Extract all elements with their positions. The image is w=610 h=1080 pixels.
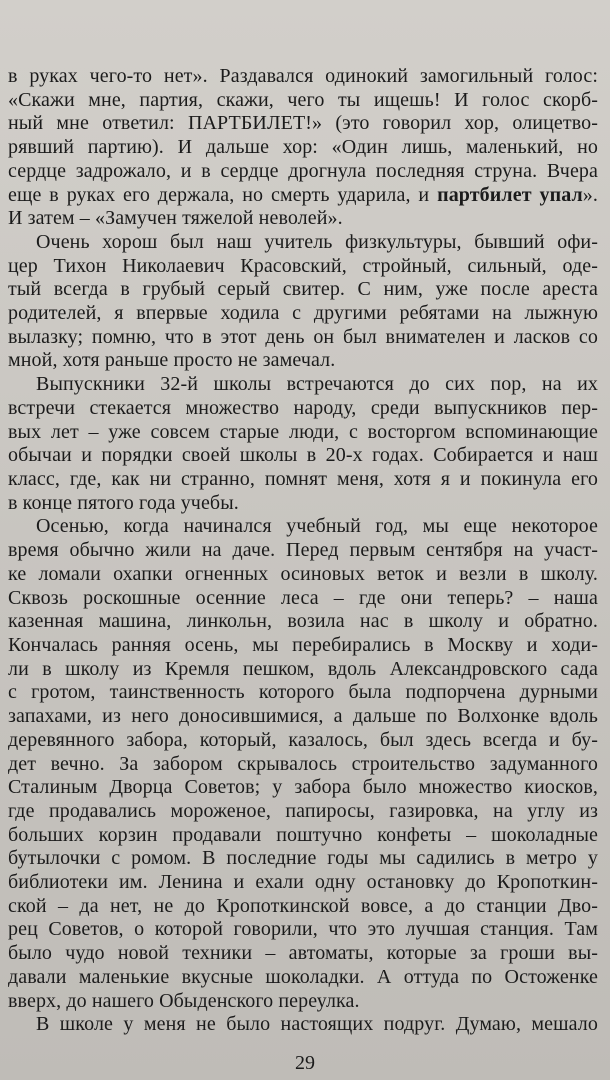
text-line-27: с гротом, таинственность которого была подпорчена дурными (8, 681, 598, 703)
bold-phrase: партбилет упал (437, 184, 583, 206)
text-line-24: казенная машина, линкольн, возила нас в школу и обратно. (8, 610, 598, 632)
text-line-2: «Скажи мне, партия, скажи, чего ты ищешь! И голос скорб- (8, 89, 598, 111)
text-line-37: рец Советов, о которой говорили, что это лучшая станция. Там (8, 918, 598, 940)
text-line-35: библиотеки им. Ленина и ехали одну остановку до Кропоткин- (8, 871, 598, 893)
text-line-29: деревянного забора, который, казалось, был здесь всегда и бу- (8, 729, 598, 751)
text-line-20: Осенью, когда начинался учебный год, мы еще некоторое (36, 515, 598, 537)
text-line-16: вых лет – уже совсем старые люди, с восторгом вспоминающие (8, 421, 598, 443)
text-line-32: где продавались мороженое, папиросы, газировка, на углу из (8, 800, 598, 822)
text-line-26: ли в школу из Кремля пешком, вдоль Александровского сада (8, 658, 598, 680)
text-line-38: было чудо новой техники – автоматы, которые за гроши вы- (8, 942, 598, 964)
text-line-8: Очень хорош был наш учитель физкультуры, бывший офи- (36, 231, 598, 253)
text-line-23: Сквозь роскошные осенние леса – где они теперь? – наша (8, 587, 598, 609)
text-line-13: мной, хотя раньше просто не замечал. (8, 349, 336, 371)
text-line-12: вылазку; помню, что в этот день он был внимателен и ласков со (8, 326, 598, 348)
text-line-31: Сталиным Дворца Советов; у забора было множество киосков, (8, 776, 598, 798)
text-line-34: бутылочки с ромом. В последние годы мы садились в метро у (8, 847, 598, 869)
text-line-9: цер Тихон Николаевич Красовский, стройный, сильный, оде- (8, 255, 598, 277)
text-line-10: тый всегда в грубый серый свитер. С ним, уже после ареста (8, 278, 598, 300)
page-number: 29 (295, 1052, 315, 1074)
text-line-40: вверх, до нашего Обыденского переулка. (8, 990, 360, 1012)
text-line-22: ке ломали охапки огненных осиновых веток и везли в школу. (8, 563, 598, 585)
text-line-1: в руках чего-то нет». Раздавался одинокий замогильный голос: (8, 65, 598, 87)
text-line-4: рявший партию). И дальше хор: «Один лишь, маленький, но (8, 136, 598, 158)
text-line-18: класс, где, как ни странно, помнят меня, хотя я и покинула его (8, 468, 598, 490)
text-line-6-start: еще в руках его держала, но смерть ударила, и (8, 184, 438, 206)
text-line-11: родителей, я впервые ходила с другими ребятами на лыжную (8, 302, 598, 324)
text-line-6 (8, 183, 598, 207)
text-line-25: Кончалась ранняя осень, мы перебирались в Москву и ходи- (8, 634, 598, 656)
text-line-19: в конце пятого года учебы. (8, 492, 239, 514)
text-line-39: давали маленькие вкусные шоколадки. А оттуда по Остоженке (8, 966, 598, 988)
text-line-14: Выпускники 32-й школы встречаются до сих пор, на их (36, 373, 598, 395)
text-line-15: встречи стекается множество народу, среди выпускников пер- (8, 397, 598, 419)
text-line-28: запахами, из него доносившимися, а дальше по Волхонке вдоль (8, 705, 598, 727)
bold-phrase-suffix: ». (582, 184, 598, 206)
text-line-3: ный мне ответил: ПАРТБИЛЕТ!» (это говорил хор, олицетво- (8, 112, 598, 134)
text-line-21: время обычно жили на даче. Перед первым сентября на участ- (8, 539, 598, 561)
text-line-33: больших корзин продавали поштучно конфеты – шоколадные (8, 824, 598, 846)
text-line-41: В школе у меня не было настоящих подруг. Думаю, мешало (36, 1013, 598, 1035)
text-line-30: дет вечно. За забором скрывалось строительство задуманного (8, 753, 598, 775)
text-line-36: ской – да нет, не до Кропоткинской вовсе, а до станции Дво- (8, 895, 598, 917)
text-line-7: И затем – «Замучен тяжелой неволей». (8, 207, 343, 229)
text-line-17: обычаи и порядки своей школы в 20-х годах. Собирается и наш (8, 444, 598, 466)
text-line-5: сердце задрожало, и в сердце дрогнула последняя струна. Вчера (8, 160, 598, 182)
